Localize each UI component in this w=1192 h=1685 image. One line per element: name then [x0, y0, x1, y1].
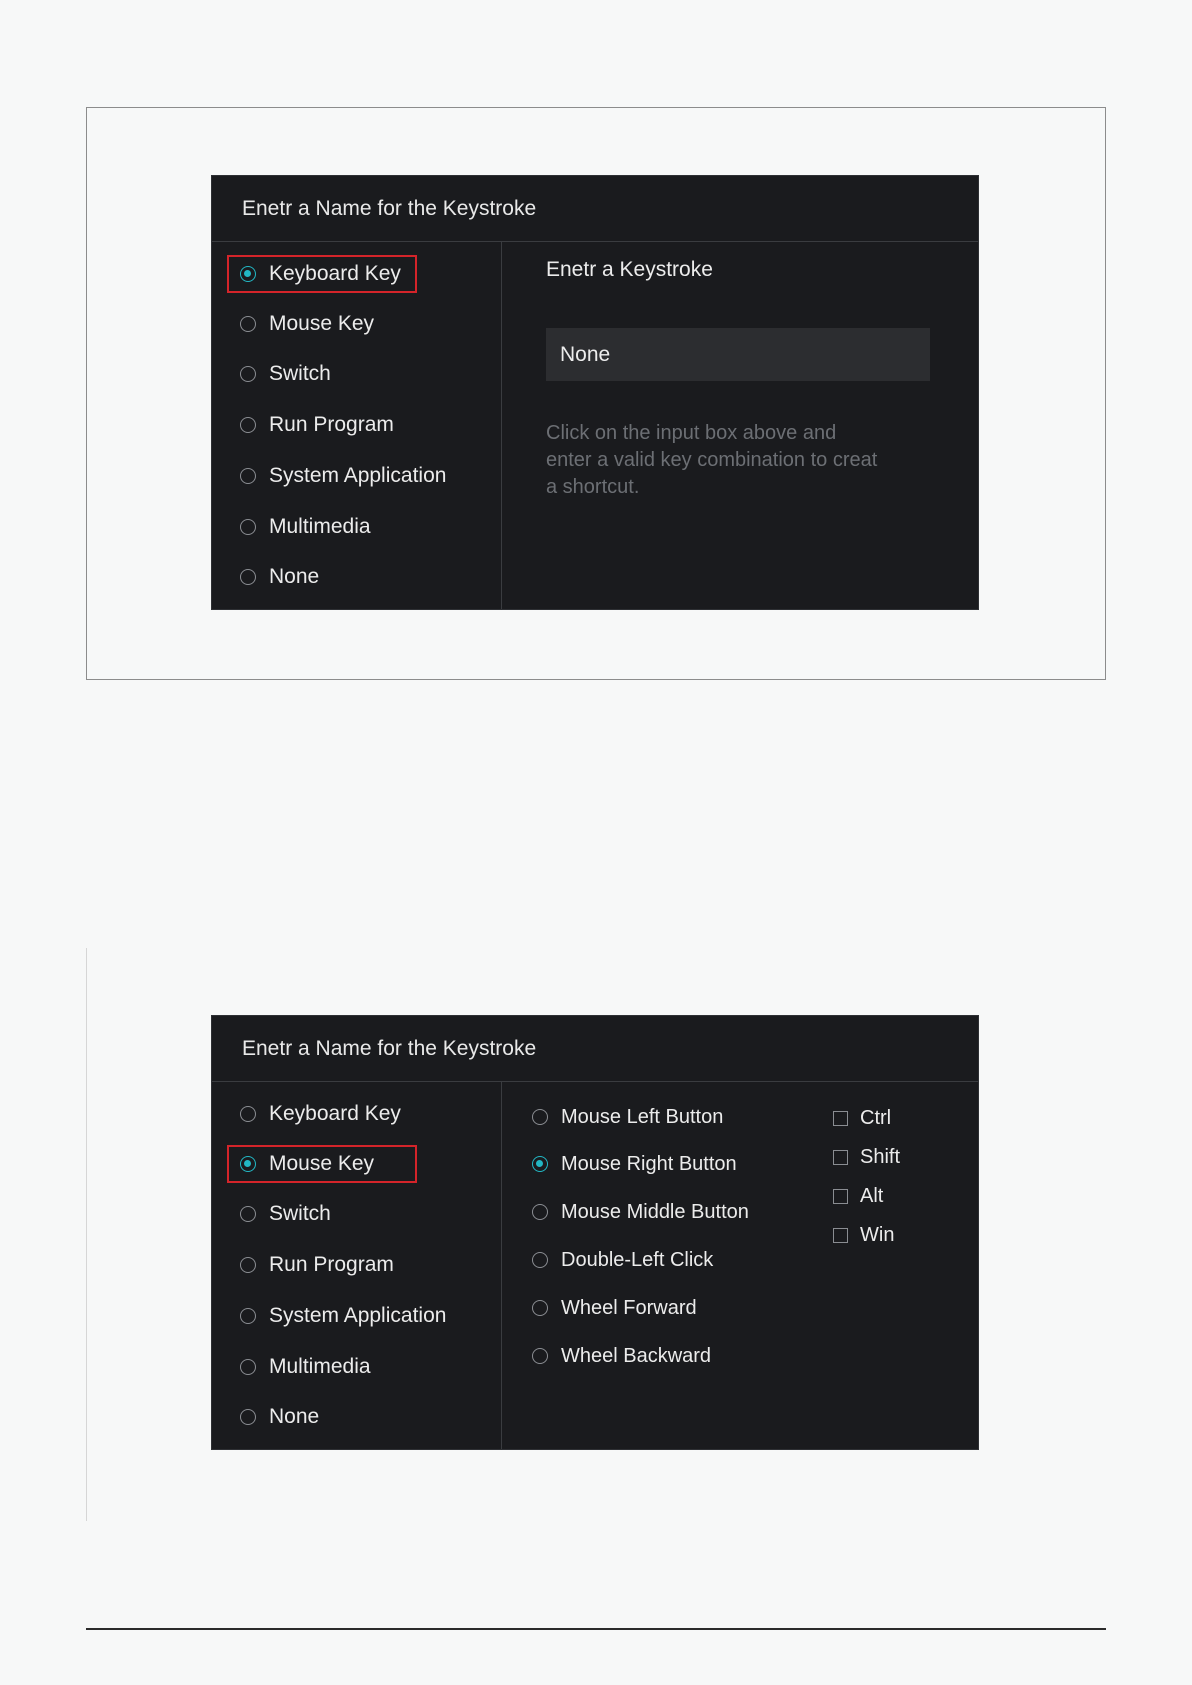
function-type-label: None	[269, 565, 320, 588]
dialog-title: Enetr a Name for the Keystroke	[212, 176, 978, 242]
function-type-label: Mouse Key	[269, 1152, 375, 1175]
modifier-ctrl[interactable]	[833, 1104, 891, 1132]
function-type-multimedia[interactable]	[240, 1350, 371, 1384]
keystroke-input[interactable]	[546, 328, 930, 381]
function-type-switch[interactable]	[240, 1197, 331, 1231]
mouse-option-wheel-forward[interactable]	[532, 1293, 697, 1323]
checkbox-icon[interactable]	[833, 1228, 848, 1243]
footer-divider	[86, 1628, 1106, 1630]
function-type-none[interactable]	[240, 560, 319, 594]
mouse-option-label: Wheel Backward	[561, 1344, 712, 1367]
modifier-win[interactable]	[833, 1221, 894, 1249]
function-type-label: System Application	[269, 1304, 447, 1327]
function-type-run-program[interactable]	[240, 408, 394, 442]
mouse-option-label: Double-Left Click	[561, 1248, 714, 1271]
radio-checked-icon[interactable]	[532, 1156, 548, 1172]
keystroke-dialog	[211, 1015, 979, 1450]
radio-unchecked-icon[interactable]	[240, 366, 256, 382]
function-type-run-program[interactable]	[240, 1248, 394, 1282]
function-type-keyboard-key[interactable]	[240, 257, 401, 291]
checkbox-icon[interactable]	[833, 1150, 848, 1165]
function-type-list	[212, 1082, 502, 1449]
function-type-multimedia[interactable]	[240, 510, 371, 544]
mouse-option-label: Wheel Forward	[561, 1296, 697, 1319]
radio-unchecked-icon[interactable]	[532, 1348, 548, 1364]
function-type-label: Run Program	[269, 1253, 394, 1276]
keystroke-hint: Click on the input box above and enter a valid key combination to creat a shortcut.	[546, 422, 878, 498]
mouse-option-right-button[interactable]	[532, 1149, 737, 1179]
function-type-system-application[interactable]	[240, 459, 446, 493]
mouse-option-middle-button[interactable]	[532, 1197, 749, 1227]
function-type-label: Mouse Key	[269, 312, 375, 335]
radio-unchecked-icon[interactable]	[240, 468, 256, 484]
modifier-label: Ctrl	[860, 1106, 892, 1129]
radio-unchecked-icon[interactable]	[240, 1409, 256, 1425]
dialog-title: Enetr a Name for the Keystroke	[212, 1016, 978, 1082]
radio-unchecked-icon[interactable]	[240, 1359, 256, 1375]
keystroke-settings	[502, 242, 978, 609]
function-type-label: Keyboard Key	[269, 1102, 401, 1125]
radio-unchecked-icon[interactable]	[240, 519, 256, 535]
radio-unchecked-icon[interactable]	[532, 1109, 548, 1125]
mouse-option-label: Mouse Left Button	[561, 1105, 724, 1128]
checkbox-icon[interactable]	[833, 1111, 848, 1126]
function-type-label: Switch	[269, 362, 331, 385]
function-type-keyboard-key[interactable]	[240, 1097, 401, 1131]
screenshot-frame-mouse-key	[86, 948, 1106, 1521]
radio-unchecked-icon[interactable]	[240, 1106, 256, 1122]
radio-unchecked-icon[interactable]	[240, 1257, 256, 1273]
radio-unchecked-icon[interactable]	[240, 1308, 256, 1324]
radio-unchecked-icon[interactable]	[240, 417, 256, 433]
screenshot-frame-keyboard-key	[86, 107, 1106, 680]
checkbox-icon[interactable]	[833, 1189, 848, 1204]
mouse-key-settings	[502, 1082, 978, 1449]
function-type-label: Multimedia	[269, 1355, 371, 1378]
mouse-option-label: Mouse Middle Button	[561, 1200, 749, 1223]
modifier-label: Shift	[860, 1145, 901, 1168]
function-type-label: System Application	[269, 464, 447, 487]
modifier-label: Win	[860, 1223, 895, 1246]
radio-unchecked-icon[interactable]	[240, 569, 256, 585]
function-type-mouse-key[interactable]	[240, 307, 374, 341]
radio-unchecked-icon[interactable]	[240, 316, 256, 332]
keystroke-dialog	[211, 175, 979, 610]
mouse-option-wheel-backward[interactable]	[532, 1341, 711, 1371]
radio-unchecked-icon[interactable]	[532, 1300, 548, 1316]
radio-unchecked-icon[interactable]	[240, 1206, 256, 1222]
modifier-shift[interactable]	[833, 1143, 900, 1171]
function-type-label: Switch	[269, 1202, 331, 1225]
radio-unchecked-icon[interactable]	[532, 1252, 548, 1268]
function-type-list	[212, 242, 502, 609]
keystroke-label: Enetr a Keystroke	[546, 258, 713, 281]
function-type-label: None	[269, 1405, 320, 1428]
mouse-option-double-left-click[interactable]	[532, 1245, 713, 1275]
function-type-label: Run Program	[269, 413, 394, 436]
function-type-label: Keyboard Key	[269, 262, 401, 285]
radio-checked-icon[interactable]	[240, 1156, 256, 1172]
radio-unchecked-icon[interactable]	[532, 1204, 548, 1220]
radio-checked-icon[interactable]	[240, 266, 256, 282]
function-type-none[interactable]	[240, 1400, 319, 1434]
function-type-mouse-key[interactable]	[240, 1147, 374, 1181]
function-type-system-application[interactable]	[240, 1299, 446, 1333]
modifier-alt[interactable]	[833, 1182, 883, 1210]
mouse-option-label: Mouse Right Button	[561, 1152, 737, 1175]
modifier-label: Alt	[860, 1184, 884, 1207]
mouse-option-left-button[interactable]	[532, 1102, 723, 1132]
function-type-label: Multimedia	[269, 515, 371, 538]
function-type-switch[interactable]	[240, 357, 331, 391]
